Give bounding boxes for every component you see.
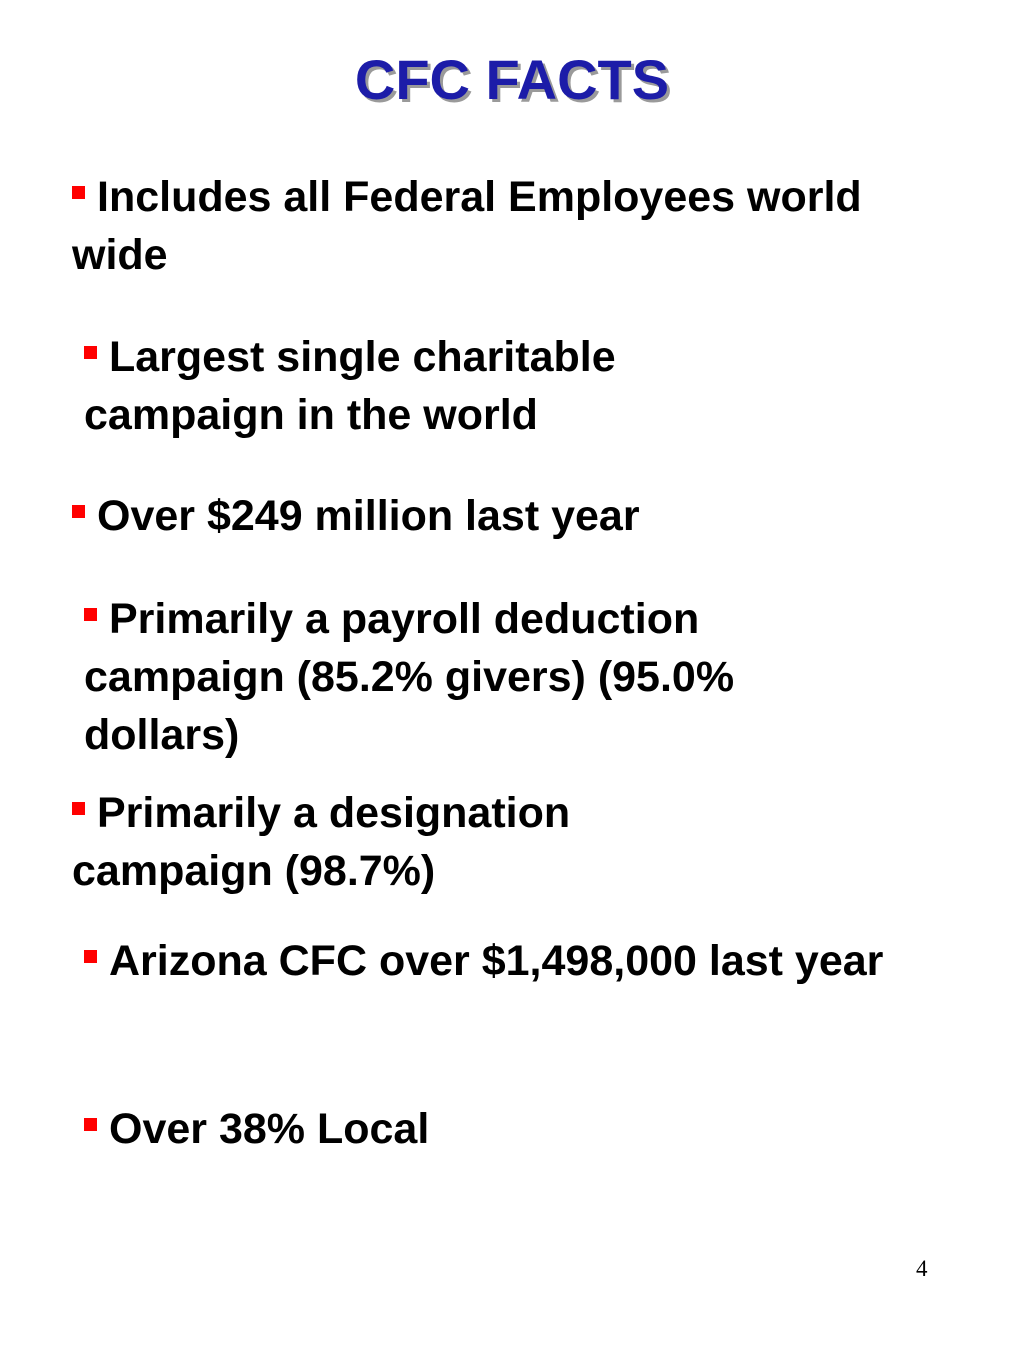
bullet-marker-icon: [72, 186, 85, 199]
slide-title: CFC FACTS: [354, 48, 670, 111]
bullet-marker-icon: [72, 802, 85, 815]
bullet-item: [84, 328, 774, 444]
bullet-text: Primarily a designation campaign (98.7%): [72, 789, 571, 895]
bullet-item: [84, 932, 914, 990]
bullet-text: Arizona CFC over $1,498,000 last year: [109, 937, 884, 985]
bullet-text: Largest single charitable campaign in the world: [84, 333, 616, 439]
page-number: 4: [916, 1256, 928, 1281]
bullet-text: Primarily a payroll deduction campaign (85.2% givers) (95.0% dollars): [84, 595, 735, 759]
bullet-text: Includes all Federal Employees world wide: [72, 173, 862, 279]
bullet-marker-icon: [84, 1118, 97, 1131]
bullet-text: Over $249 million last year: [97, 492, 640, 540]
bullet-item: [84, 1100, 784, 1158]
bullet-text: Over 38% Local: [109, 1105, 430, 1153]
bullet-item: [72, 487, 872, 545]
bullet-item: [84, 590, 864, 764]
bullet-marker-icon: [72, 505, 85, 518]
bullet-marker-icon: [84, 608, 97, 621]
bullet-item: [72, 784, 712, 900]
bullet-marker-icon: [84, 346, 97, 359]
bullet-marker-icon: [84, 950, 97, 963]
bullet-item: [72, 168, 862, 284]
